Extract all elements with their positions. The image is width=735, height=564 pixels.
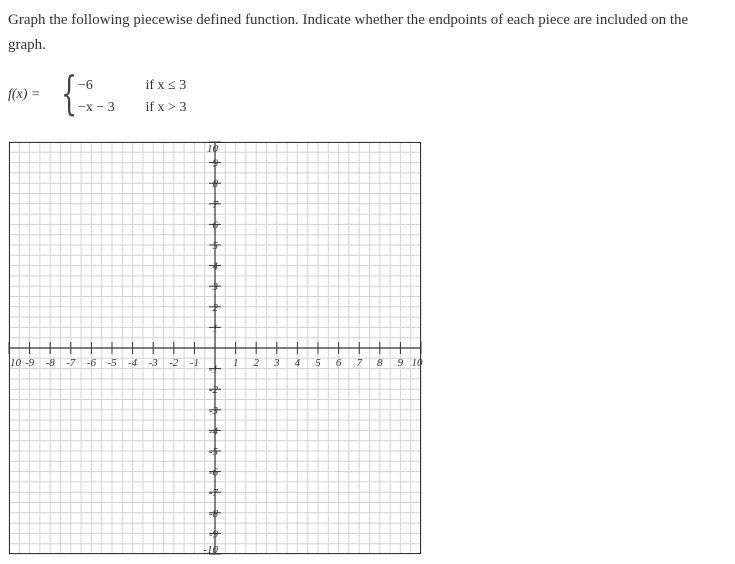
piece-2-expression: −x − 3	[78, 100, 115, 115]
x-tick-label: -3	[148, 357, 158, 369]
y-tick-label: -10	[203, 544, 218, 556]
coordinate-grid[interactable]	[9, 142, 421, 554]
x-tick-label: 10	[411, 357, 423, 369]
x-tick-label: 10	[10, 357, 21, 369]
x-tick-label: 6	[335, 357, 342, 369]
y-tick-label: -6	[208, 466, 218, 479]
y-tick-label: 10	[207, 143, 218, 155]
piece-1-expression: −6	[78, 78, 93, 93]
y-tick-label: 1	[212, 322, 218, 335]
x-tick-label: 3	[274, 357, 280, 369]
y-tick-label: 2	[212, 301, 218, 314]
piece-row-1	[78, 78, 186, 94]
x-tick-label: -4	[128, 357, 138, 369]
y-tick-label: 7	[212, 198, 218, 211]
y-tick-label: 5	[212, 240, 218, 252]
y-tick-label: -8	[208, 507, 218, 520]
y-tick-label: 8	[212, 178, 218, 191]
x-tick-label: 7	[356, 357, 362, 369]
x-tick-label: 4	[294, 357, 301, 369]
y-tick-label: -9	[208, 528, 218, 541]
y-tick-label: 6	[212, 219, 218, 232]
x-tick-label: 5	[315, 357, 321, 369]
x-tick-label: 8	[377, 357, 383, 369]
y-tick-label: -1	[208, 363, 218, 376]
x-tick-label: -9	[25, 357, 35, 369]
left-brace: {	[61, 66, 78, 120]
x-tick-label: -2	[169, 357, 179, 369]
y-tick-label: -4	[208, 425, 218, 438]
piece-2-condition: if x > 3	[145, 100, 187, 115]
x-tick-label: -8	[45, 357, 55, 369]
x-tick-label: -1	[189, 357, 199, 369]
y-tick-label: -2	[208, 384, 218, 397]
piece-row-2	[78, 100, 186, 116]
graph-area[interactable]	[9, 142, 421, 554]
x-tick-label: -7	[66, 357, 76, 369]
y-tick-label: 3	[212, 281, 218, 294]
piece-1-condition: if x ≤ 3	[145, 78, 187, 93]
y-tick-label: -3	[208, 404, 218, 417]
instructions-text: Graph the following piecewise defined function. Indicate whether the endpoints of each piece are included on the graph.	[8, 12, 689, 53]
x-tick-label: 1	[232, 357, 239, 369]
y-tick-label: -7	[208, 487, 218, 500]
x-tick-label: -6	[86, 357, 96, 369]
y-tick-label: -5	[208, 446, 218, 458]
y-tick-label: 9	[212, 157, 218, 170]
x-tick-label: 9	[397, 357, 404, 369]
function-lhs: f(x) =	[8, 87, 41, 102]
x-tick-label: 2	[253, 357, 259, 369]
y-tick-label: 4	[212, 260, 218, 273]
x-tick-label: -5	[107, 357, 117, 369]
